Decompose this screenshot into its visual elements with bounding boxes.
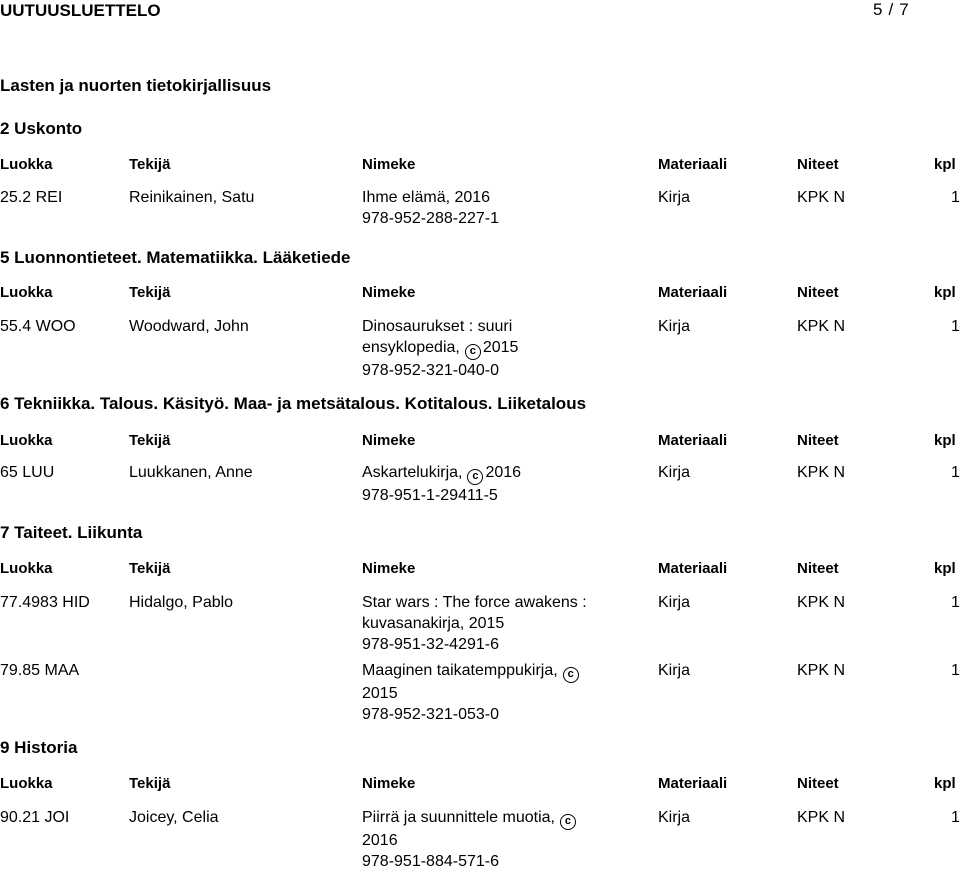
- col-header-luokka: Luokka: [0, 775, 53, 792]
- col-header-nimeke: Nimeke: [362, 432, 416, 449]
- cell-luokka: 79.85 MAA: [0, 662, 80, 679]
- page-current: 5: [873, 0, 883, 19]
- col-header-materiaali: Materiaali: [658, 560, 728, 577]
- col-header-tekija: Tekijä: [129, 284, 171, 301]
- cell-nimeke: [362, 807, 597, 872]
- col-header-nimeke: Nimeke: [362, 775, 416, 792]
- section-title: 7 Taiteet. Liikunta: [0, 523, 143, 542]
- cell-kpl: 1: [951, 318, 960, 335]
- book-title: Ihme elämä, 2016: [362, 189, 491, 206]
- cell-tekija: Woodward, John: [129, 318, 249, 335]
- cell-luokka: 65 LUU: [0, 464, 55, 481]
- section-title: 2 Uskonto: [0, 119, 83, 138]
- book-year: 2015: [482, 339, 519, 356]
- cell-kpl: 1: [951, 809, 960, 826]
- cell-luokka: 25.2 REI: [0, 189, 63, 206]
- book-isbn: 978-952-321-040-0: [362, 362, 499, 379]
- cell-materiaali: Kirja: [658, 809, 691, 826]
- cell-materiaali: Kirja: [658, 662, 691, 679]
- col-header-kpl: kpl: [934, 156, 956, 173]
- cell-kpl: 1: [951, 594, 960, 611]
- cell-materiaali: Kirja: [658, 189, 691, 206]
- book-title: Askartelukirja,: [362, 464, 463, 481]
- col-header-kpl: kpl: [934, 775, 956, 792]
- col-header-niteet: Niteet: [797, 775, 839, 792]
- cell-nimeke: [362, 316, 547, 381]
- col-header-materiaali: Materiaali: [658, 156, 728, 173]
- cell-tekija: Reinikainen, Satu: [129, 189, 255, 206]
- cell-kpl: 1: [951, 662, 960, 679]
- col-header-materiaali: Materiaali: [658, 284, 728, 301]
- col-header-tekija: Tekijä: [129, 432, 171, 449]
- cell-niteet: KPK N: [797, 809, 846, 826]
- col-header-luokka: Luokka: [0, 432, 53, 449]
- book-title: Dinosaurukset : suuri ensyklopedia,: [362, 318, 513, 356]
- document-title: UUTUUSLUETTELO: [0, 1, 161, 20]
- cell-nimeke: [362, 187, 612, 229]
- col-header-tekija: Tekijä: [129, 775, 171, 792]
- col-header-materiaali: Materiaali: [658, 775, 728, 792]
- section-title: 5 Luonnontieteet. Matematiikka. Lääketiede: [0, 248, 351, 267]
- cell-materiaali: Kirja: [658, 594, 691, 611]
- col-header-niteet: Niteet: [797, 432, 839, 449]
- cell-kpl: 1: [951, 464, 960, 481]
- col-header-kpl: kpl: [934, 560, 956, 577]
- col-header-tekija: Tekijä: [129, 560, 171, 577]
- col-header-niteet: Niteet: [797, 284, 839, 301]
- cell-niteet: KPK N: [797, 464, 846, 481]
- cell-niteet: KPK N: [797, 189, 846, 206]
- book-isbn: 978-951-32-4291-6: [362, 636, 499, 653]
- cell-niteet: KPK N: [797, 594, 846, 611]
- col-header-nimeke: Nimeke: [362, 560, 416, 577]
- section-title: 6 Tekniikka. Talous. Käsityö. Maa- ja metsätalous. Kotitalous. Liiketalous: [0, 394, 587, 413]
- copyright-icon: c: [563, 667, 579, 683]
- cell-kpl: 1: [951, 189, 960, 206]
- cell-tekija: Joicey, Celia: [129, 809, 219, 826]
- col-header-nimeke: Nimeke: [362, 156, 416, 173]
- col-header-niteet: Niteet: [797, 156, 839, 173]
- copyright-icon: c: [465, 344, 481, 360]
- cell-materiaali: Kirja: [658, 464, 691, 481]
- book-title: Star wars : The force awakens : kuvasanakirja, 2015: [362, 594, 587, 632]
- col-header-kpl: kpl: [934, 284, 956, 301]
- catalog-category-title: Lasten ja nuorten tietokirjallisuus: [0, 76, 272, 95]
- col-header-luokka: Luokka: [0, 560, 53, 577]
- col-header-kpl: kpl: [934, 432, 956, 449]
- cell-tekija: Luukkanen, Anne: [129, 464, 253, 481]
- cell-niteet: KPK N: [797, 318, 846, 335]
- col-header-nimeke: Nimeke: [362, 284, 416, 301]
- col-header-luokka: Luokka: [0, 156, 53, 173]
- page-separator: /: [888, 0, 894, 19]
- col-header-materiaali: Materiaali: [658, 432, 728, 449]
- cell-materiaali: Kirja: [658, 318, 691, 335]
- cell-luokka: 77.4983 HID: [0, 594, 90, 611]
- copyright-icon: c: [467, 469, 483, 485]
- copyright-icon: c: [560, 814, 576, 830]
- cell-luokka: 90.21 JOI: [0, 809, 70, 826]
- cell-nimeke: [362, 462, 612, 506]
- col-header-luokka: Luokka: [0, 284, 53, 301]
- book-year: 2016: [362, 832, 398, 849]
- book-isbn: 978-951-1-29411-5: [362, 487, 498, 504]
- section-title: 9 Historia: [0, 738, 78, 757]
- book-isbn: 978-951-884-571-6: [362, 853, 499, 870]
- book-title: Maaginen taikatemppukirja,: [362, 662, 558, 679]
- book-title: Piirrä ja suunnittele muotia,: [362, 809, 555, 826]
- book-year: 2015: [362, 685, 398, 702]
- cell-luokka: 55.4 WOO: [0, 318, 76, 335]
- page-total: 7: [899, 0, 909, 19]
- book-year: 2016: [485, 464, 522, 481]
- cell-niteet: KPK N: [797, 662, 846, 679]
- cell-nimeke: [362, 592, 607, 655]
- page-indicator: [873, 0, 909, 20]
- cell-tekija: Hidalgo, Pablo: [129, 594, 234, 611]
- book-isbn: 978-952-321-053-0: [362, 706, 499, 723]
- col-header-niteet: Niteet: [797, 560, 839, 577]
- book-isbn: 978-952-288-227-1: [362, 210, 499, 227]
- col-header-tekija: Tekijä: [129, 156, 171, 173]
- cell-nimeke: [362, 660, 597, 725]
